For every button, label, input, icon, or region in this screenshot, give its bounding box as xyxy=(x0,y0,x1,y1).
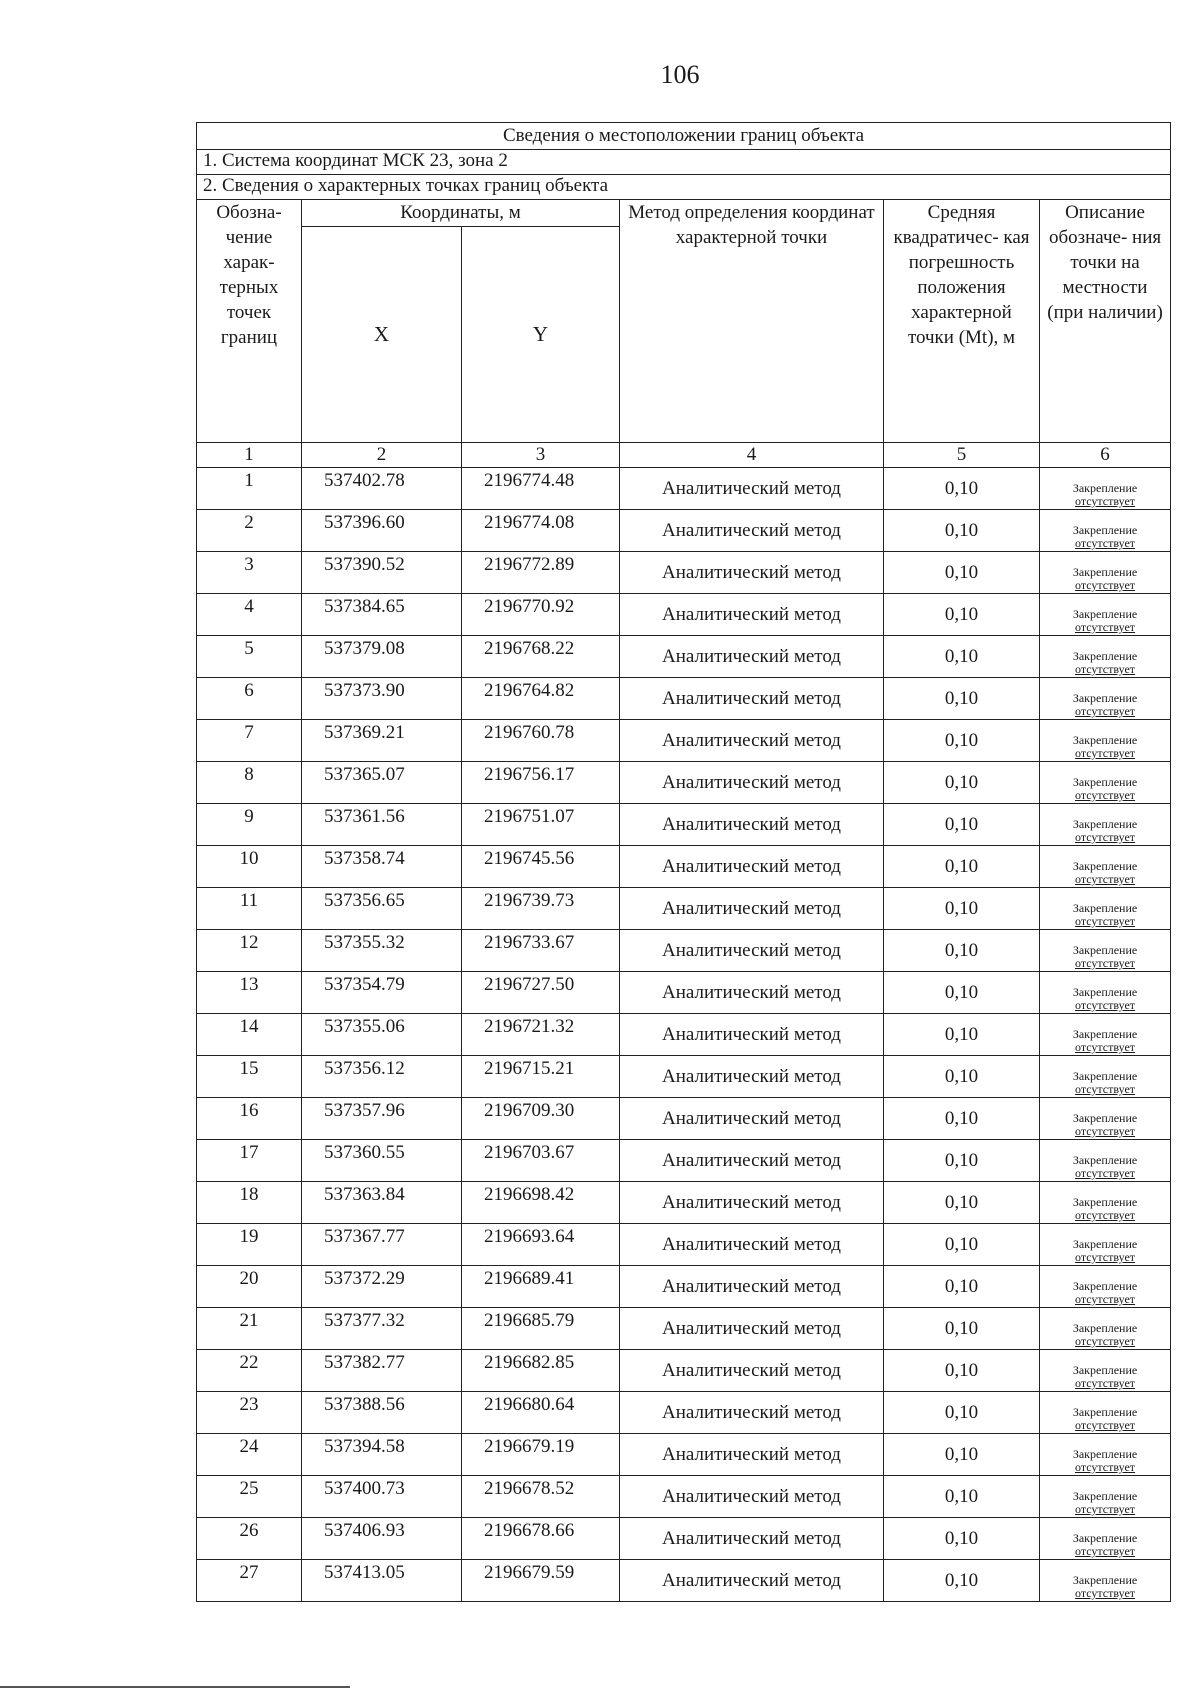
description-line-2: отсутствует xyxy=(1075,1334,1136,1348)
cell-point-number: 18 xyxy=(197,1182,302,1224)
description-line-1: Закрепление xyxy=(1072,1405,1138,1419)
cell-y: 2196745.56 xyxy=(462,846,620,888)
description-line-1: Закрепление xyxy=(1072,985,1138,999)
cell-error: 0,10 xyxy=(884,846,1040,888)
column-number: 6 xyxy=(1040,443,1171,468)
coordinate-system: 1. Система координат МСК 23, зона 2 xyxy=(197,150,1171,175)
cell-point-number: 9 xyxy=(197,804,302,846)
boundary-points-table xyxy=(196,122,1171,1602)
description-line-1: Закрепление xyxy=(1072,1447,1138,1461)
description-line-2: отсутствует xyxy=(1075,494,1136,508)
header-point: Обозна- чение харак- терных точек границ xyxy=(197,200,302,443)
description-line-1: Закрепление xyxy=(1072,901,1138,915)
description-line-1: Закрепление xyxy=(1072,481,1138,495)
cell-y: 2196721.32 xyxy=(462,1014,620,1056)
table-row xyxy=(197,1434,1171,1476)
cell-y: 2196682.85 xyxy=(462,1350,620,1392)
cell-method: Аналитический метод xyxy=(620,1056,884,1098)
cell-method: Аналитический метод xyxy=(620,1350,884,1392)
cell-method: Аналитический метод xyxy=(620,678,884,720)
description-line-1: Закрепление xyxy=(1072,1027,1138,1041)
cell-description xyxy=(1040,972,1171,1014)
description-line-1: Закрепление xyxy=(1072,733,1138,747)
description-line-1: Закрепление xyxy=(1072,565,1138,579)
table-row xyxy=(197,1140,1171,1182)
cell-error: 0,10 xyxy=(884,1434,1040,1476)
table-row xyxy=(197,636,1171,678)
cell-x: 537355.06 xyxy=(302,1014,462,1056)
cell-point-number: 21 xyxy=(197,1308,302,1350)
cell-error: 0,10 xyxy=(884,1182,1040,1224)
cell-error: 0,10 xyxy=(884,1098,1040,1140)
column-number: 5 xyxy=(884,443,1040,468)
table-row xyxy=(197,1014,1171,1056)
cell-method: Аналитический метод xyxy=(620,1140,884,1182)
cell-x: 537377.32 xyxy=(302,1308,462,1350)
description-line-2: отсутствует xyxy=(1075,1250,1136,1264)
cell-point-number: 6 xyxy=(197,678,302,720)
description-line-1: Закрепление xyxy=(1072,1363,1138,1377)
cell-x: 537373.90 xyxy=(302,678,462,720)
cell-point-number: 8 xyxy=(197,762,302,804)
cell-method: Аналитический метод xyxy=(620,1266,884,1308)
description-line-1: Закрепление xyxy=(1072,1111,1138,1125)
cell-error: 0,10 xyxy=(884,678,1040,720)
cell-x: 537369.21 xyxy=(302,720,462,762)
table-row xyxy=(197,594,1171,636)
header-y: Y xyxy=(462,227,620,443)
cell-error: 0,10 xyxy=(884,1014,1040,1056)
cell-point-number: 22 xyxy=(197,1350,302,1392)
cell-point-number: 26 xyxy=(197,1518,302,1560)
cell-point-number: 14 xyxy=(197,1014,302,1056)
cell-description xyxy=(1040,762,1171,804)
header-method: Метод определения координат характерной точки xyxy=(620,200,884,443)
cell-error: 0,10 xyxy=(884,1476,1040,1518)
cell-error: 0,10 xyxy=(884,1140,1040,1182)
cell-error: 0,10 xyxy=(884,1224,1040,1266)
cell-description xyxy=(1040,804,1171,846)
cell-description xyxy=(1040,1056,1171,1098)
cell-point-number: 12 xyxy=(197,930,302,972)
cell-x: 537356.65 xyxy=(302,888,462,930)
description-line-2: отсутствует xyxy=(1075,830,1136,844)
description-line-2: отсутствует xyxy=(1075,914,1136,928)
cell-description xyxy=(1040,510,1171,552)
header-description: Описание обозначе- ния точки на местности (при наличии) xyxy=(1040,200,1171,443)
cell-method: Аналитический метод xyxy=(620,846,884,888)
description-line-1: Закрепление xyxy=(1072,1489,1138,1503)
table-row xyxy=(197,1266,1171,1308)
cell-method: Аналитический метод xyxy=(620,930,884,972)
description-line-2: отсутствует xyxy=(1075,1166,1136,1180)
description-line-2: отсутствует xyxy=(1075,788,1136,802)
cell-description xyxy=(1040,1518,1171,1560)
cell-description xyxy=(1040,888,1171,930)
table-row xyxy=(197,846,1171,888)
table-row xyxy=(197,804,1171,846)
description-line-2: отсутствует xyxy=(1075,620,1136,634)
cell-error: 0,10 xyxy=(884,1518,1040,1560)
description-line-2: отсутствует xyxy=(1075,956,1136,970)
description-line-1: Закрепление xyxy=(1072,1573,1138,1587)
cell-x: 537402.78 xyxy=(302,468,462,510)
cell-point-number: 16 xyxy=(197,1098,302,1140)
column-number: 3 xyxy=(462,443,620,468)
cell-y: 2196727.50 xyxy=(462,972,620,1014)
description-line-2: отсутствует xyxy=(1075,662,1136,676)
cell-point-number: 23 xyxy=(197,1392,302,1434)
cell-method: Аналитический метод xyxy=(620,1476,884,1518)
cell-method: Аналитический метод xyxy=(620,1098,884,1140)
cell-method: Аналитический метод xyxy=(620,804,884,846)
cell-description xyxy=(1040,1560,1171,1602)
description-line-2: отсутствует xyxy=(1075,1376,1136,1390)
cell-method: Аналитический метод xyxy=(620,510,884,552)
cell-description xyxy=(1040,1392,1171,1434)
description-line-2: отсутствует xyxy=(1075,1544,1136,1558)
cell-method: Аналитический метод xyxy=(620,888,884,930)
description-line-1: Закрепление xyxy=(1072,1195,1138,1209)
cell-method: Аналитический метод xyxy=(620,1014,884,1056)
cell-error: 0,10 xyxy=(884,930,1040,972)
cell-point-number: 25 xyxy=(197,1476,302,1518)
cell-description xyxy=(1040,1350,1171,1392)
description-line-2: отсутствует xyxy=(1075,1418,1136,1432)
table-row xyxy=(197,1392,1171,1434)
cell-point-number: 5 xyxy=(197,636,302,678)
description-line-2: отсутствует xyxy=(1075,536,1136,550)
cell-point-number: 11 xyxy=(197,888,302,930)
cell-description xyxy=(1040,636,1171,678)
cell-error: 0,10 xyxy=(884,888,1040,930)
cell-y: 2196679.19 xyxy=(462,1434,620,1476)
cell-description xyxy=(1040,1098,1171,1140)
cell-y: 2196678.66 xyxy=(462,1518,620,1560)
cell-point-number: 20 xyxy=(197,1266,302,1308)
cell-y: 2196760.78 xyxy=(462,720,620,762)
table-row xyxy=(197,1098,1171,1140)
cell-y: 2196772.89 xyxy=(462,552,620,594)
cell-error: 0,10 xyxy=(884,468,1040,510)
description-line-2: отсутствует xyxy=(1075,1082,1136,1096)
cell-error: 0,10 xyxy=(884,972,1040,1014)
cell-x: 537396.60 xyxy=(302,510,462,552)
description-line-2: отсутствует xyxy=(1075,746,1136,760)
description-line-1: Закрепление xyxy=(1072,943,1138,957)
description-line-1: Закрепление xyxy=(1072,1279,1138,1293)
cell-y: 2196764.82 xyxy=(462,678,620,720)
description-line-2: отсутствует xyxy=(1075,872,1136,886)
cell-x: 537379.08 xyxy=(302,636,462,678)
column-number: 2 xyxy=(302,443,462,468)
cell-point-number: 13 xyxy=(197,972,302,1014)
table-row xyxy=(197,930,1171,972)
cell-x: 537388.56 xyxy=(302,1392,462,1434)
header-error: Средняя квадратичес- кая погрешность положения характерной точки (Mt), м xyxy=(884,200,1040,443)
cell-point-number: 27 xyxy=(197,1560,302,1602)
cell-y: 2196739.73 xyxy=(462,888,620,930)
cell-description xyxy=(1040,1308,1171,1350)
cell-point-number: 24 xyxy=(197,1434,302,1476)
cell-point-number: 7 xyxy=(197,720,302,762)
cell-point-number: 3 xyxy=(197,552,302,594)
cell-description xyxy=(1040,1224,1171,1266)
description-line-2: отсутствует xyxy=(1075,1040,1136,1054)
cell-x: 537413.05 xyxy=(302,1560,462,1602)
cell-x: 537365.07 xyxy=(302,762,462,804)
cell-y: 2196733.67 xyxy=(462,930,620,972)
table-row xyxy=(197,1224,1171,1266)
description-line-2: отсутствует xyxy=(1075,1292,1136,1306)
cell-y: 2196685.79 xyxy=(462,1308,620,1350)
table-row xyxy=(197,678,1171,720)
cell-error: 0,10 xyxy=(884,552,1040,594)
cell-x: 537355.32 xyxy=(302,930,462,972)
cell-y: 2196709.30 xyxy=(462,1098,620,1140)
description-line-1: Закрепление xyxy=(1072,691,1138,705)
cell-y: 2196703.67 xyxy=(462,1140,620,1182)
cell-y: 2196768.22 xyxy=(462,636,620,678)
description-line-1: Закрепление xyxy=(1072,607,1138,621)
table-row xyxy=(197,468,1171,510)
cell-y: 2196680.64 xyxy=(462,1392,620,1434)
cell-y: 2196774.48 xyxy=(462,468,620,510)
footer-divider xyxy=(0,1686,350,1688)
cell-description xyxy=(1040,1266,1171,1308)
description-line-2: отсутствует xyxy=(1075,1124,1136,1138)
cell-description xyxy=(1040,1182,1171,1224)
table-row xyxy=(197,1518,1171,1560)
cell-method: Аналитический метод xyxy=(620,1518,884,1560)
cell-x: 537394.58 xyxy=(302,1434,462,1476)
cell-x: 537358.74 xyxy=(302,846,462,888)
cell-error: 0,10 xyxy=(884,1266,1040,1308)
description-line-1: Закрепление xyxy=(1072,817,1138,831)
cell-method: Аналитический метод xyxy=(620,720,884,762)
cell-method: Аналитический метод xyxy=(620,1308,884,1350)
cell-method: Аналитический метод xyxy=(620,972,884,1014)
description-line-1: Закрепление xyxy=(1072,1069,1138,1083)
cell-x: 537354.79 xyxy=(302,972,462,1014)
description-line-1: Закрепление xyxy=(1072,1321,1138,1335)
cell-x: 537360.55 xyxy=(302,1140,462,1182)
cell-error: 0,10 xyxy=(884,510,1040,552)
cell-error: 0,10 xyxy=(884,1392,1040,1434)
cell-point-number: 1 xyxy=(197,468,302,510)
cell-x: 537390.52 xyxy=(302,552,462,594)
cell-x: 537363.84 xyxy=(302,1182,462,1224)
cell-x: 537356.12 xyxy=(302,1056,462,1098)
cell-x: 537372.29 xyxy=(302,1266,462,1308)
cell-description xyxy=(1040,1014,1171,1056)
description-line-1: Закрепление xyxy=(1072,775,1138,789)
table-row xyxy=(197,720,1171,762)
cell-description xyxy=(1040,1476,1171,1518)
cell-error: 0,10 xyxy=(884,1308,1040,1350)
cell-description xyxy=(1040,1434,1171,1476)
cell-x: 537384.65 xyxy=(302,594,462,636)
cell-error: 0,10 xyxy=(884,762,1040,804)
cell-description xyxy=(1040,594,1171,636)
cell-method: Аналитический метод xyxy=(620,468,884,510)
cell-x: 537357.96 xyxy=(302,1098,462,1140)
description-line-2: отсутствует xyxy=(1075,1502,1136,1516)
cell-error: 0,10 xyxy=(884,1350,1040,1392)
cell-error: 0,10 xyxy=(884,594,1040,636)
cell-x: 537367.77 xyxy=(302,1224,462,1266)
cell-error: 0,10 xyxy=(884,1056,1040,1098)
cell-error: 0,10 xyxy=(884,1560,1040,1602)
cell-method: Аналитический метод xyxy=(620,1392,884,1434)
cell-description xyxy=(1040,678,1171,720)
cell-x: 537400.73 xyxy=(302,1476,462,1518)
description-line-2: отсутствует xyxy=(1075,1460,1136,1474)
cell-point-number: 19 xyxy=(197,1224,302,1266)
cell-description xyxy=(1040,720,1171,762)
cell-error: 0,10 xyxy=(884,804,1040,846)
table-row xyxy=(197,888,1171,930)
cell-y: 2196693.64 xyxy=(462,1224,620,1266)
cell-y: 2196698.42 xyxy=(462,1182,620,1224)
cell-x: 537361.56 xyxy=(302,804,462,846)
section-title: 2. Сведения о характерных точках границ объекта xyxy=(197,175,1171,200)
cell-y: 2196774.08 xyxy=(462,510,620,552)
cell-method: Аналитический метод xyxy=(620,1560,884,1602)
cell-description xyxy=(1040,1140,1171,1182)
table-row xyxy=(197,1182,1171,1224)
cell-y: 2196689.41 xyxy=(462,1266,620,1308)
column-number: 1 xyxy=(197,443,302,468)
description-line-1: Закрепление xyxy=(1072,859,1138,873)
cell-error: 0,10 xyxy=(884,720,1040,762)
cell-method: Аналитический метод xyxy=(620,636,884,678)
description-line-1: Закрепление xyxy=(1072,523,1138,537)
header-x: X xyxy=(302,227,462,443)
cell-y: 2196715.21 xyxy=(462,1056,620,1098)
table-row xyxy=(197,1308,1171,1350)
cell-method: Аналитический метод xyxy=(620,1224,884,1266)
cell-method: Аналитический метод xyxy=(620,762,884,804)
cell-method: Аналитический метод xyxy=(620,1434,884,1476)
description-line-1: Закрепление xyxy=(1072,649,1138,663)
cell-y: 2196679.59 xyxy=(462,1560,620,1602)
cell-description xyxy=(1040,930,1171,972)
cell-error: 0,10 xyxy=(884,636,1040,678)
description-line-1: Закрепление xyxy=(1072,1531,1138,1545)
cell-point-number: 4 xyxy=(197,594,302,636)
description-line-1: Закрепление xyxy=(1072,1153,1138,1167)
table-row xyxy=(197,552,1171,594)
cell-x: 537406.93 xyxy=(302,1518,462,1560)
cell-method: Аналитический метод xyxy=(620,552,884,594)
description-line-2: отсутствует xyxy=(1075,998,1136,1012)
cell-point-number: 10 xyxy=(197,846,302,888)
cell-description xyxy=(1040,552,1171,594)
cell-y: 2196678.52 xyxy=(462,1476,620,1518)
cell-y: 2196751.07 xyxy=(462,804,620,846)
header-coordinates: Координаты, м xyxy=(302,200,620,227)
description-line-1: Закрепление xyxy=(1072,1237,1138,1251)
table-row xyxy=(197,1560,1171,1602)
table-title: Сведения о местоположении границ объекта xyxy=(197,123,1171,150)
table-row xyxy=(197,762,1171,804)
table-row xyxy=(197,1350,1171,1392)
description-line-2: отсутствует xyxy=(1075,1586,1136,1600)
table-row xyxy=(197,1056,1171,1098)
table-row xyxy=(197,972,1171,1014)
cell-point-number: 15 xyxy=(197,1056,302,1098)
cell-y: 2196756.17 xyxy=(462,762,620,804)
cell-description xyxy=(1040,846,1171,888)
cell-point-number: 2 xyxy=(197,510,302,552)
description-line-2: отсутствует xyxy=(1075,1208,1136,1222)
table-row xyxy=(197,1476,1171,1518)
cell-method: Аналитический метод xyxy=(620,594,884,636)
cell-description xyxy=(1040,468,1171,510)
table-row xyxy=(197,510,1171,552)
description-line-2: отсутствует xyxy=(1075,578,1136,592)
cell-y: 2196770.92 xyxy=(462,594,620,636)
cell-x: 537382.77 xyxy=(302,1350,462,1392)
description-line-2: отсутствует xyxy=(1075,704,1136,718)
cell-point-number: 17 xyxy=(197,1140,302,1182)
page-number: 106 xyxy=(660,60,700,89)
cell-method: Аналитический метод xyxy=(620,1182,884,1224)
column-number: 4 xyxy=(620,443,884,468)
